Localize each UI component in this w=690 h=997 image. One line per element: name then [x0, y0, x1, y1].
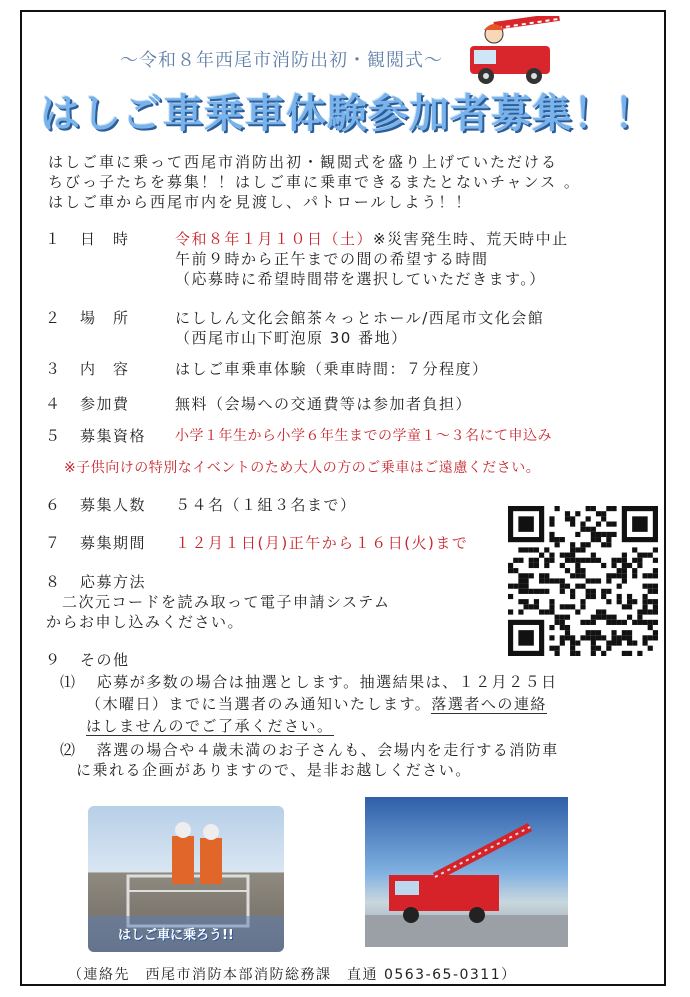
other-paragraph-1-line-2 — [86, 694, 547, 714]
contact-info: （連絡先 西尾市消防本部消防総務課 直通 0563-65-0311） — [68, 967, 517, 983]
underlined-text: 落選者への連絡 — [431, 695, 547, 713]
item-label: その他 — [80, 651, 130, 669]
item-date — [0, 229, 690, 293]
paragraph-mark: ⑴ — [60, 673, 77, 691]
page-title: はしご車乗車体験参加者募集！！ — [40, 91, 655, 137]
other-paragraph-1-line-3 — [86, 716, 334, 736]
item-number: ４ — [45, 395, 62, 413]
ladder-ride-photo — [88, 806, 284, 952]
paragraph-text: （木曜日）までに当選者のみ通知いたします。 — [86, 695, 432, 713]
item-number: １ — [45, 230, 62, 248]
item-value: 無料（会場への交通費等は参加者負担） — [175, 395, 473, 413]
item-number: ２ — [45, 309, 62, 327]
item-value: はしご車乗車体験（乗車時間：７分程度） — [175, 360, 489, 378]
venue-address: （西尾市山下町泡原 30 番地） — [175, 329, 408, 347]
item-number: ７ — [45, 534, 62, 552]
item-value — [175, 229, 569, 250]
intro-text — [48, 152, 581, 212]
other-paragraph-2-line-2: に乗れる企画がありますので、是非お越しください。 — [76, 761, 472, 779]
other-paragraph-1 — [60, 672, 558, 692]
ladder-truck-image — [365, 797, 568, 947]
item-label: 場 所 — [80, 309, 130, 327]
adult-notice: ※子供向けの特別なイベントのため大人の方のご乗車はご遠慮ください。 — [64, 460, 541, 476]
event-date: 令和８年１月１０日（土） — [175, 230, 374, 248]
method-text: 二次元コードを読み取って電子申請システム — [62, 593, 391, 611]
paragraph-text: 落選の場合や４歳未満のお子さんも、会場内を走行する消防車 — [96, 741, 559, 759]
photo-caption: はしご車に乗ろう!! — [118, 928, 234, 943]
fire-truck-illustration — [464, 16, 566, 88]
paragraph-mark: ⑵ — [60, 741, 77, 759]
ladder-truck-photo — [365, 797, 568, 947]
underlined-text: はしませんのでご了承ください。 — [86, 717, 334, 735]
qr-code[interactable] — [508, 506, 658, 656]
item-label: 募集資格 — [80, 427, 147, 445]
item-label: 募集人数 — [80, 496, 147, 514]
time-note: （応募時に希望時間帯を選択していただきます。） — [175, 270, 546, 288]
item-place — [0, 308, 690, 352]
item-label: 募集期間 — [80, 534, 147, 552]
item-value: ５４名（１組３名まで） — [175, 496, 357, 514]
item-number: ８ — [45, 573, 62, 591]
item-label: 日 時 — [80, 230, 130, 248]
intro-line: はしご車に乗って西尾市消防出初・観閲式を盛り上げていただける — [48, 153, 559, 171]
item-method — [0, 572, 500, 632]
paragraph-text: 応募が多数の場合は抽選とします。抽選結果は、１２月２５日 — [96, 673, 558, 691]
item-number: ６ — [45, 496, 62, 514]
item-label: 内 容 — [80, 360, 130, 378]
intro-line: ちびっ子たちを募集！！はしご車に乗車できるまたとないチャンス 。 — [48, 173, 581, 191]
item-label: 応募方法 — [80, 573, 147, 591]
item-value: 小学１年生から小学６年生までの学童１～３名にて申込み — [175, 428, 552, 444]
item-value: １２月１日(月)正午から１６日(火)まで — [175, 534, 469, 552]
venue-name: にししん文化会館茶々っとホール/西尾市文化会館 — [175, 309, 545, 327]
method-text: からお申し込みください。 — [46, 613, 245, 631]
item-number: ９ — [45, 651, 62, 669]
time-range: 午前９時から正午までの間の希望する時間 — [175, 250, 489, 268]
cancel-note: ※災害発生時、荒天時中止 — [373, 230, 569, 248]
item-number: ５ — [45, 427, 62, 445]
intro-line: はしご車から西尾市内を見渡し、パトロールしよう！！ — [48, 193, 473, 211]
item-label: 参加費 — [80, 395, 130, 413]
event-subtitle: ～令和８年西尾市消防出初・観閲式～ — [120, 50, 443, 71]
other-paragraph-2 — [60, 740, 559, 760]
item-number: ３ — [45, 360, 62, 378]
